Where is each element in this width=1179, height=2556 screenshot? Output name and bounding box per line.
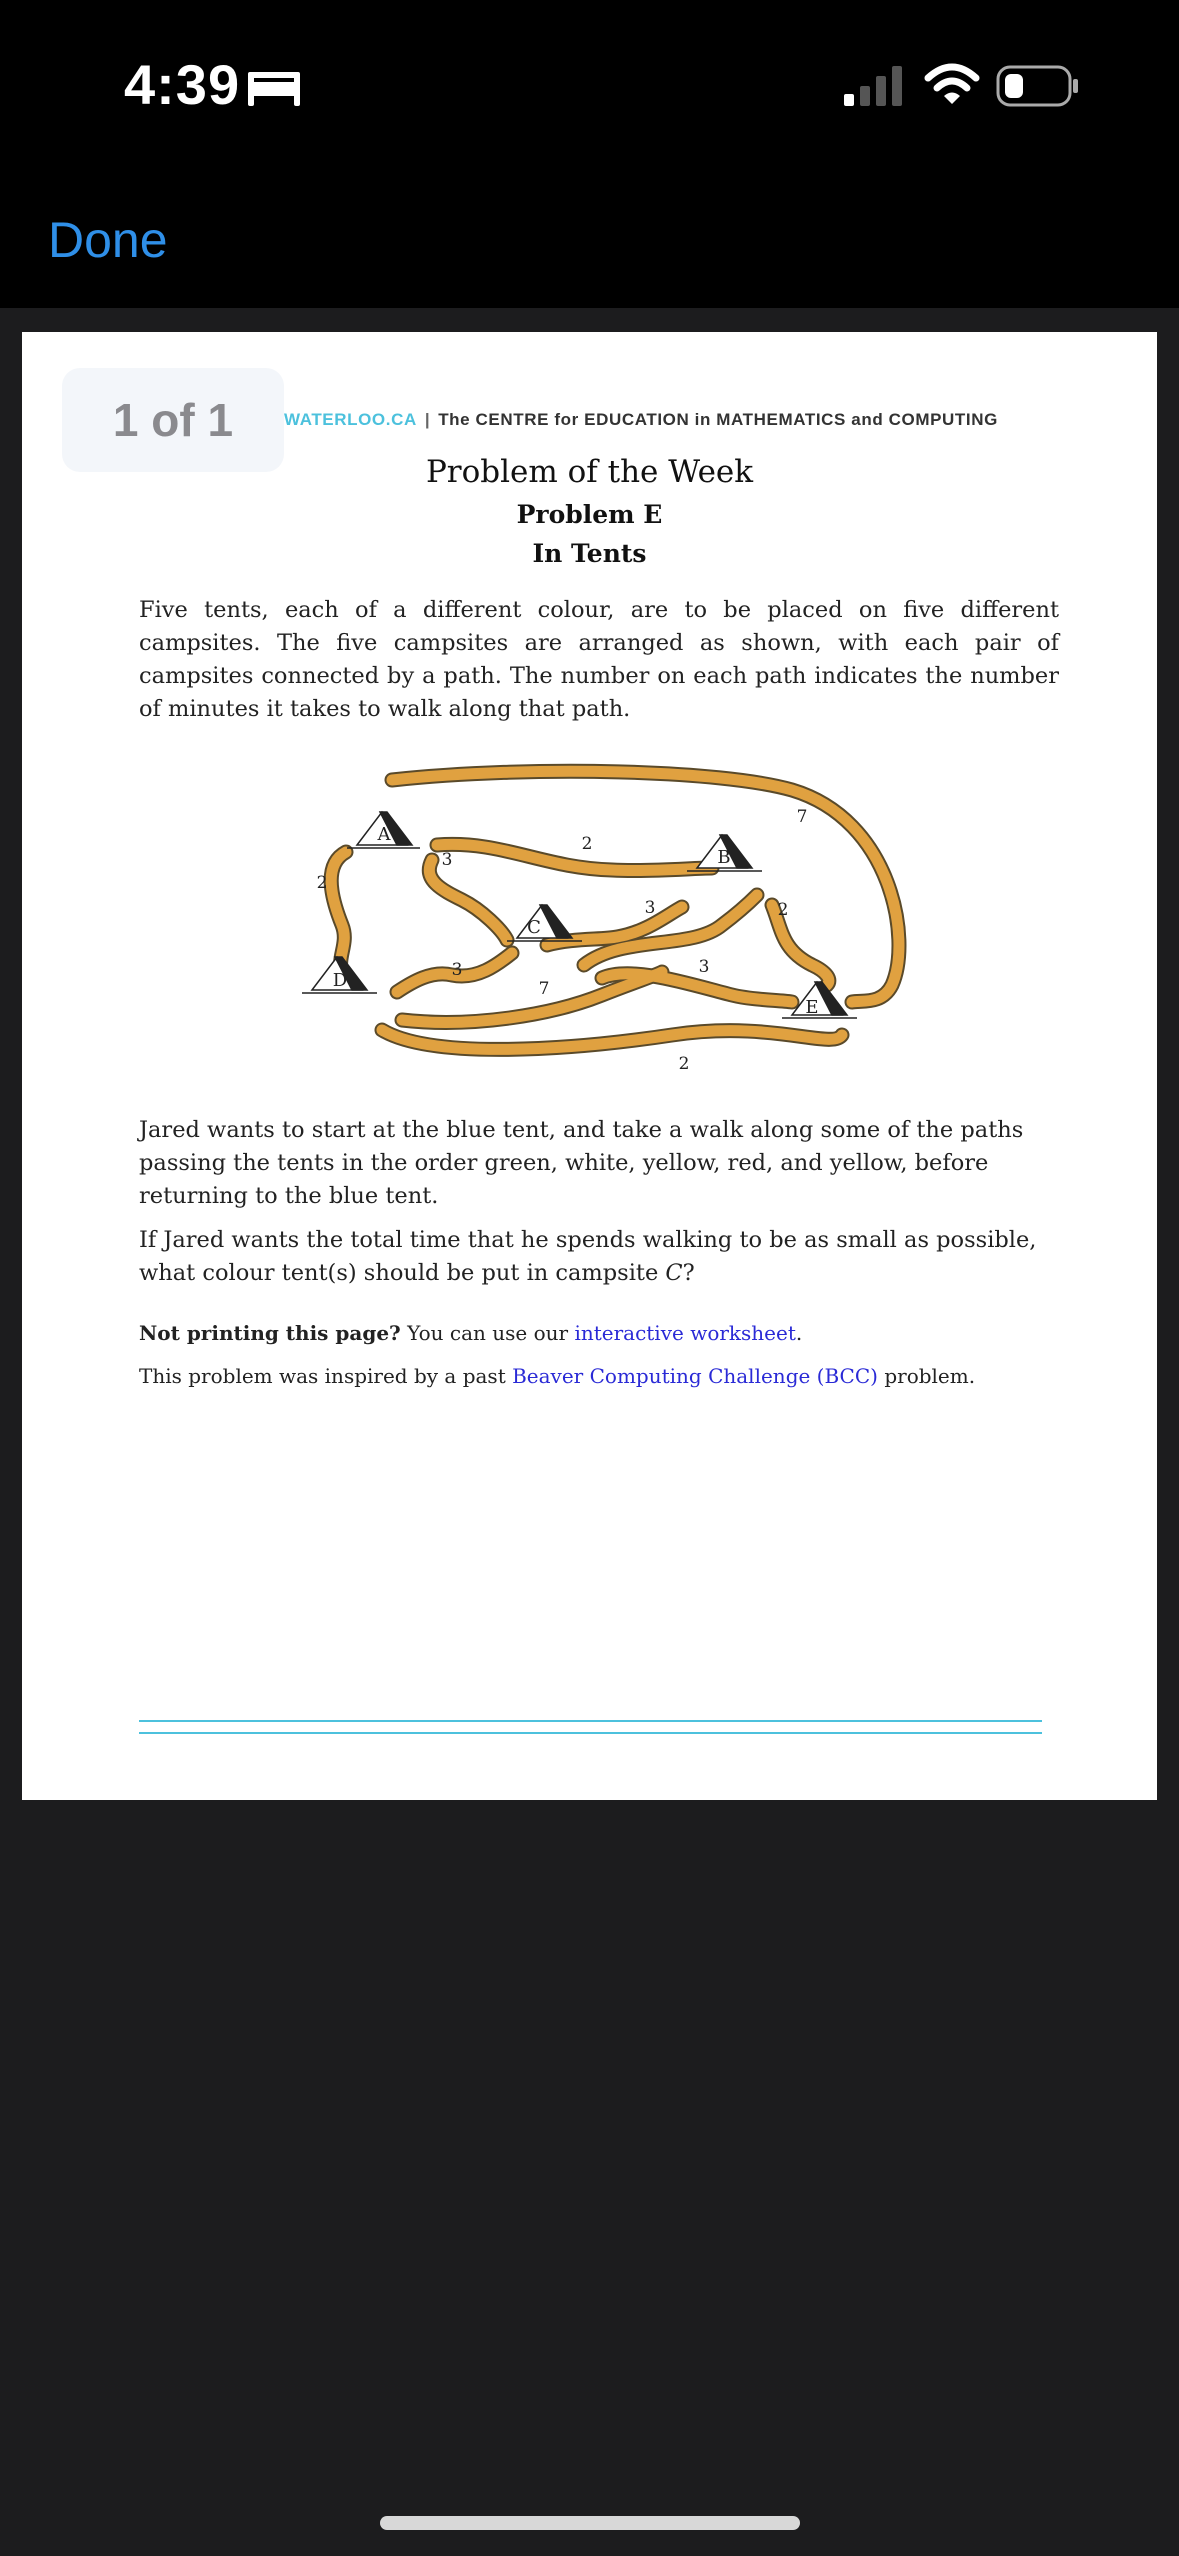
inspiration-note: This problem was inspired by a past Beaver Computing Challenge (BCC) problem. — [139, 1364, 976, 1388]
status-bar — [0, 0, 1179, 175]
cellular-signal-icon — [842, 66, 904, 108]
path-weight-label: 3 — [441, 850, 453, 870]
campsite-label: E — [805, 997, 819, 1018]
campsite-label: B — [717, 847, 731, 868]
path-weight-label: 2 — [316, 873, 328, 893]
page-title: Problem of the Week — [425, 454, 754, 490]
document-viewer[interactable] — [0, 308, 1179, 2556]
tent-icon — [507, 905, 582, 941]
path-weight-label: 3 — [698, 957, 710, 977]
done-button[interactable]: Done — [48, 212, 168, 268]
path-weight-label: 3 — [644, 898, 656, 918]
problem-label: Problem E — [516, 500, 663, 529]
campsite-label: D — [332, 970, 348, 991]
campsite-diagram — [272, 750, 942, 1080]
campsite-label: C — [527, 917, 541, 938]
worksheet-note: Not printing this page? You can use our interactive worksheet. — [139, 1321, 803, 1345]
header-site: WATERLOO.CA — [284, 410, 417, 429]
footer-rule — [139, 1720, 1042, 1722]
nav-bar — [0, 175, 1179, 308]
bcc-link[interactable]: Beaver Computing Challenge (BCC) — [512, 1364, 878, 1388]
header-org: The CENTRE for EDUCATION in MATHEMATICS and COMPUTING — [438, 410, 998, 429]
home-indicator[interactable] — [380, 2516, 800, 2530]
wifi-icon — [924, 62, 980, 108]
question-paragraph: If Jared wants the total time that he spends walking to be as small as possible, what colour tent(s) should be put in campsite C? — [139, 1227, 1037, 1286]
bed-icon — [246, 68, 302, 108]
footer-rule — [139, 1732, 1042, 1734]
path-weight-label: 2 — [581, 834, 593, 854]
document-header: WATERLOO.CA | The CENTRE for EDUCATION in MATHEMATICS and COMPUTING — [284, 410, 998, 429]
path-weight-label: 2 — [777, 900, 789, 920]
battery-icon — [996, 64, 1080, 108]
interactive-worksheet-link[interactable]: interactive worksheet — [574, 1321, 796, 1345]
campsite-label: A — [377, 824, 391, 845]
path-weight-label: 3 — [451, 960, 463, 980]
intro-paragraph: Five tents, each of a different colour, are to be placed on five different campsites. The five campsites are arranged as shown, with each pair of campsites connected by a path. The number on each path indicates the number of minutes it takes to walk along that path. — [139, 597, 1059, 722]
page-counter: 1 of 1 — [62, 368, 284, 472]
path-weight-label: 2 — [678, 1054, 690, 1074]
path-weight-label: 7 — [538, 979, 550, 999]
problem-name: In Tents — [532, 539, 647, 568]
route-paragraph: Jared wants to start at the blue tent, and take a walk along some of the paths passing the tents in the order green, white, yellow, red, and yellow, before returning to the blue tent. — [139, 1117, 1024, 1209]
path-weight-label: 7 — [796, 807, 808, 827]
status-time: 4:39 — [124, 53, 241, 116]
document-page — [22, 332, 1157, 1800]
